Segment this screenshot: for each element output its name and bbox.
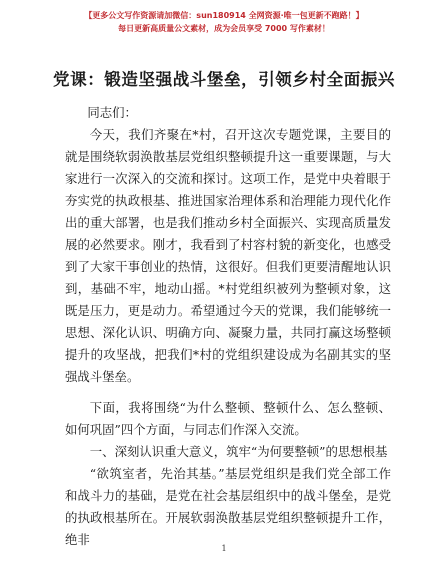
paragraph-section-1: “欲筑室者，先治其基。”基层党组织是我们党全部工作和战斗力的基础，是党在社会基层组织中的战斗堡垒，是党的执政根基所在。开展软弱涣散基层党组织整顿提升工作，绝非 [65, 466, 391, 547]
section-heading-1: 一、深刻认识重大意义，筑牢“为何要整顿”的思想根基 [89, 444, 388, 459]
salutation: 同志们： [87, 105, 137, 120]
document-title: 党课：锻造坚强战斗堡垒，引领乡村全面振兴 [53, 70, 395, 89]
page-number: 1 [221, 544, 227, 553]
promo-banner-line-2: 每日更新高质量公文素材，成为会员享受 7000 写作素材！ [118, 24, 330, 33]
paragraph-outline: 下面，我将围绕“为什么整顿、整顿什么、怎么整顿、如何巩固”四个方面，与同志们作深入交流。 [65, 400, 391, 437]
promo-banner-line-1: 【更多公文写作资源请加微信：sun180914 全网资源·唯一包更新不跑路！】 [84, 11, 364, 20]
document-body [65, 102, 391, 551]
paragraph-intro: 今天，我们齐聚在*村，召开这次专题党课，主要目的就是围绕软弱涣散基层党组织整顿提升这一重要课题，与大家进行一次深入的交流和探讨。这项工作，是党中央着眼于夯实党的执政根基、推进国家治理体系和治理能力现代化作出的重大部署，也是我们推动乡村全面振兴、实现高质量发展的必然要求。刚才，我看到了村容村貌的新变化，也感受到了大家干事创业的热情，这很好。但我们更要清醒地认识到，基础不牢，地动山摇。*村党组织被列为整顿对象，这既是压力，更是动力。希望通过今天的党课，我们能够统一思想、深化认识、明确方向、凝聚力量，共同打赢这场整顿提升的攻坚战，把我们*村的党组织建设成为名副其实的坚强战斗堡垒。 [65, 127, 391, 384]
